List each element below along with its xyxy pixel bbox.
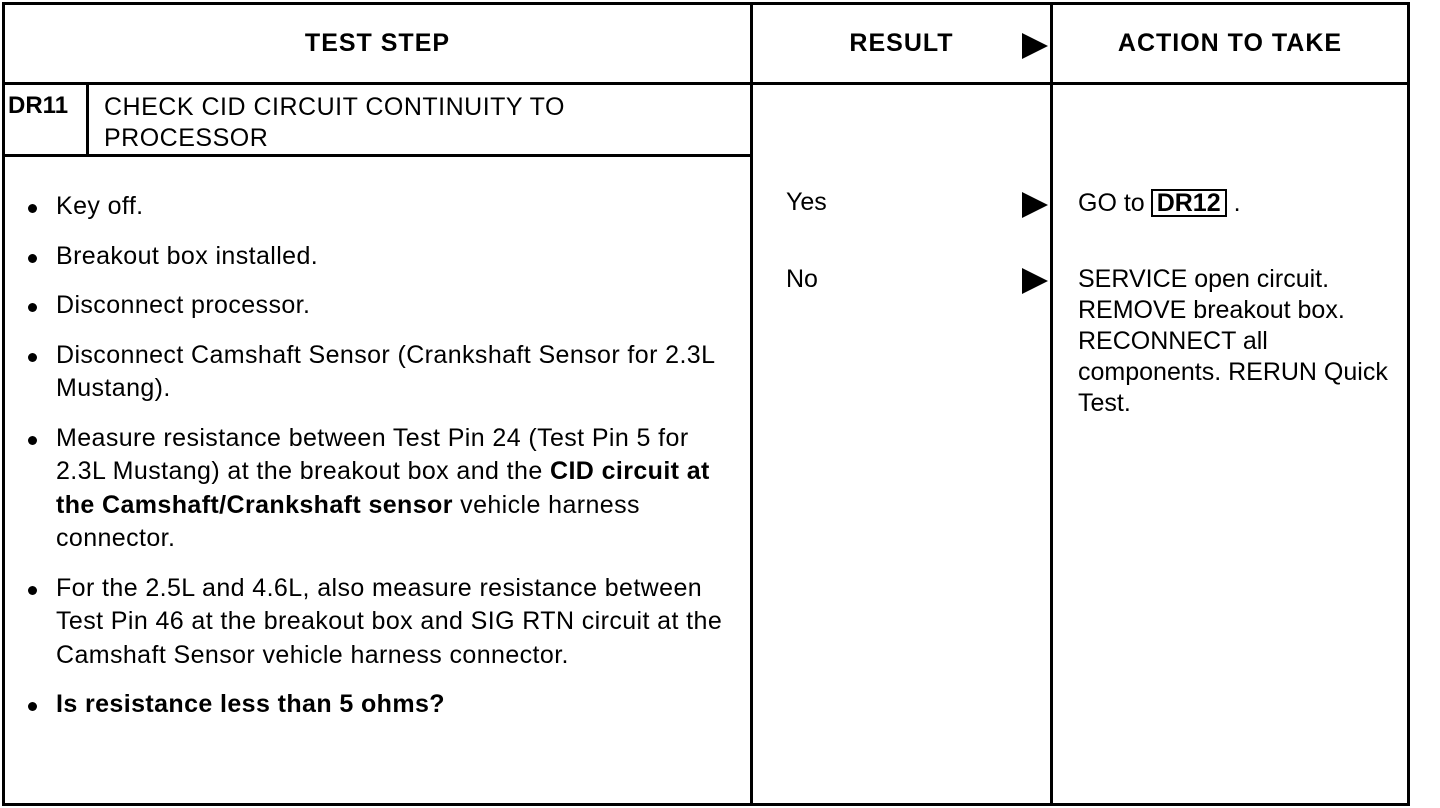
header-result: RESULT bbox=[849, 28, 954, 57]
result-no-arrow-icon bbox=[1022, 268, 1048, 294]
step-reference-dr12[interactable]: DR12 bbox=[1151, 189, 1227, 217]
header-test-step: TEST STEP bbox=[304, 28, 451, 57]
instruction-item bbox=[26, 572, 731, 673]
action-yes-period: . bbox=[1233, 189, 1241, 217]
header-action: ACTION TO TAKE bbox=[1117, 28, 1343, 57]
step-id-divider bbox=[86, 84, 89, 156]
instruction-item bbox=[26, 240, 731, 274]
result-yes: Yes bbox=[786, 188, 827, 216]
instruction-text: Key off. bbox=[56, 192, 144, 220]
frame-left bbox=[2, 2, 5, 806]
instruction-item bbox=[26, 688, 731, 722]
instruction-text: For the 2.5L and 4.6L, also measure resistance between Test Pin 46 at the breakout box and SIG RTN circuit at the Camshaft Sensor vehicle harness connector. bbox=[56, 573, 723, 669]
instruction-item bbox=[26, 339, 731, 406]
result-yes-arrow-icon bbox=[1022, 192, 1048, 218]
action-yes bbox=[1078, 188, 1398, 219]
frame-bottom bbox=[2, 803, 1410, 806]
instruction-text: Disconnect processor. bbox=[56, 291, 311, 319]
header-arrow-icon bbox=[1022, 33, 1048, 59]
column-divider-2 bbox=[1050, 2, 1053, 806]
instruction-text: vehicle harness connector. bbox=[56, 490, 640, 552]
step-title-bottom bbox=[2, 154, 752, 157]
action-no: SERVICE open circuit. REMOVE breakout box. RECONNECT all components. RERUN Quick Test. bbox=[1078, 265, 1388, 417]
column-divider-1 bbox=[750, 2, 753, 806]
step-title: CHECK CID CIRCUIT CONTINUITY TO PROCESSOR bbox=[104, 93, 565, 152]
instruction-question: Is resistance less than 5 ohms? bbox=[56, 690, 445, 718]
instruction-text: Disconnect Camshaft Sensor (Crankshaft Sensor for 2.3L Mustang). bbox=[56, 340, 715, 402]
instruction-item bbox=[26, 190, 731, 224]
instruction-list bbox=[26, 190, 731, 738]
instruction-item bbox=[26, 422, 731, 556]
instruction-bold-text: CID circuit at the Camshaft/Crankshaft sensor bbox=[56, 457, 710, 519]
instruction-text: Breakout box installed. bbox=[56, 241, 319, 270]
step-id: DR11 bbox=[8, 92, 69, 119]
result-no: No bbox=[786, 265, 818, 293]
action-yes-text: GO to bbox=[1078, 189, 1145, 217]
instruction-text: Measure resistance between Test Pin 24 (Test Pin 5 for 2.3L Mustang) at the breakout box and the bbox=[56, 423, 689, 485]
instruction-item bbox=[26, 289, 731, 323]
frame-right bbox=[1407, 2, 1410, 806]
